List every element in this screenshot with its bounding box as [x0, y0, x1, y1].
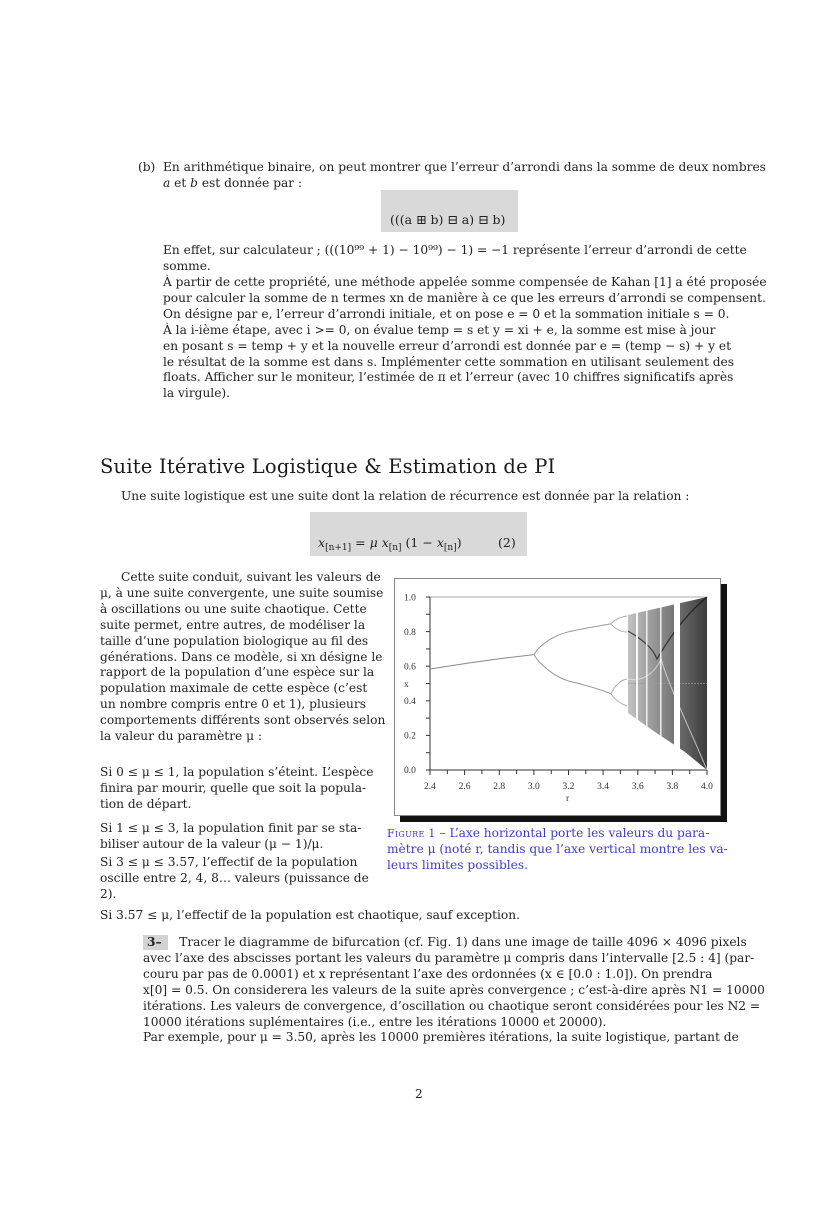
caption-line: mètre μ (noté r, tandis que l’axe vertical montre les va-	[387, 841, 728, 856]
caption-line	[387, 826, 739, 842]
section-title: Suite Itérative Logistique & Estimation de PI	[100, 455, 556, 478]
part-b-example-line1: En effet, sur calculateur ; (((10⁹⁹ + 1) − 10⁹⁹) − 1) = −1 représente l’erreur d’arrondi de cette	[163, 243, 747, 257]
formula-logistic: $x_{[n+1]} = \mu$ $x_{[n]}$ $(1 - x_{[n]})$	[318, 535, 462, 553]
case-line: Si 1 ≤ μ ≤ 3, la population finit par se sta-	[100, 821, 362, 835]
case-line: tion de départ.	[100, 796, 192, 811]
formula-kahan-error: (((a ⊞ b) ⊟ a) ⊟ b)	[390, 212, 506, 227]
exercise-number-badge: 3–	[143, 935, 168, 950]
kahan-line: en posant s = temp + y et la nouvelle erreur d’arrondi est donnée par e = (temp − s) + y et	[163, 338, 731, 353]
x-tick: 3.4	[597, 782, 609, 792]
page-number: 2	[415, 1087, 423, 1101]
case-oscillation	[100, 855, 373, 903]
caption-text: – L’axe horizontal porte les valeurs du para-	[435, 826, 710, 840]
exercise-text: Tracer le diagramme de bifurcation (cf. Fig. 1) dans une image de taille 4096 × 4096 pixels	[179, 935, 747, 949]
kahan-line: le résultat de la somme est dans s. Implémenter cette sommation en utilisant seulement des	[163, 354, 735, 369]
x-tick: 2.4	[424, 782, 436, 792]
kahan-line: On désigne par e, l’erreur d’arrondi initiale, et on pose e = 0 et la sommation initiale s = 0.	[163, 306, 730, 321]
case-chaotic: Si 3.57 ≤ μ, l’effectif de la population est chaotique, sauf exception.	[100, 908, 520, 922]
x-tick: 3.2	[562, 782, 575, 792]
desc-line: population maximale de cette espèce (c’est	[100, 681, 368, 696]
y-axis-label: x	[404, 680, 409, 690]
exercise-line	[143, 935, 747, 951]
bifurcation-chart	[395, 579, 720, 815]
part-b-label: (b)	[138, 160, 156, 174]
case-stable	[100, 821, 373, 853]
x-tick: 3.8	[666, 782, 679, 792]
desc-line: suite permet, entre autres, de modéliser la	[100, 617, 366, 632]
y-tick: 0.8	[404, 628, 416, 638]
exercise-line: x[0] = 0.5. On considerera les valeurs de la suite après convergence ; c’est-à-dire après N1 = 10000	[143, 982, 765, 997]
case-line: biliser autour de la valeur (μ − 1)/μ.	[100, 836, 324, 851]
exercise-line: couru par pas de 0.0001) et x représentant l’axe des ordonnées (x ∈ [0.0 : 1.0]). On prendra	[143, 966, 713, 981]
desc-line: μ, à une suite convergente, une suite soumise	[100, 585, 384, 600]
exercise-line: Par exemple, pour μ = 3.50, après les 10000 premières itérations, la suite logistique, partant de	[143, 1030, 739, 1045]
desc-line: la valeur du paramètre μ :	[100, 729, 263, 744]
kahan-line: pour calculer la somme de n termes xn de manière à ce que les erreurs d’arrondi se compensent.	[163, 290, 766, 305]
text: est donnée par :	[197, 176, 303, 190]
y-tick: 0.6	[404, 662, 416, 673]
y-tick: 1.0	[404, 593, 416, 604]
desc-line: taille d’une population biologique au fil des	[100, 633, 369, 648]
desc-line: rapport de la population d’une espèce sur la	[100, 665, 375, 680]
kahan-line: la virgule).	[163, 386, 231, 401]
case-line: finira par mourir, quelle que soit la popula-	[100, 780, 367, 795]
x-tick: 4.0	[701, 782, 713, 792]
kahan-line: À la i-ième étape, avec i >= 0, on évalue temp = s et y = xi + e, la somme est mise à jour	[163, 322, 716, 337]
logistic-description	[100, 570, 386, 745]
var-a: a	[163, 176, 171, 190]
x-tick: 3.6	[631, 782, 644, 792]
desc-line: Cette suite conduit, suivant les valeurs de	[121, 570, 381, 584]
y-tick: 0.4	[404, 697, 416, 707]
desc-line: un nombre compris entre 0 et 1), plusieurs	[100, 697, 366, 712]
x-tick: 2.6	[458, 782, 471, 792]
x-tick: 2.8	[493, 782, 506, 792]
caption-line: leurs limites possibles.	[387, 857, 528, 872]
exercise-line: itérations. Les valeurs de convergence, d’oscillation ou chaotique seront considérées pour les N2 =	[143, 998, 761, 1013]
part-b-intro-line1: En arithmétique binaire, on peut montrer que l’erreur d’arrondi dans la somme de deux nombres	[163, 160, 766, 174]
case-line: 2).	[100, 886, 117, 901]
x-axis-label: r	[566, 794, 570, 804]
y-tick: 0.2	[404, 731, 416, 742]
case-line: Si 0 ≤ μ ≤ 1, la population s’éteint. L’espèce	[100, 765, 374, 779]
section-intro: Une suite logistique est une suite dont la relation de récurrence est donnée par la relation :	[121, 489, 690, 503]
kahan-paragraph	[163, 275, 767, 402]
part-b-intro-line2	[163, 176, 302, 192]
exercise-3	[143, 935, 765, 1046]
part-b-example-line2: somme.	[163, 259, 211, 273]
desc-line: à oscillations ou une suite chaotique. Cette	[100, 601, 367, 616]
desc-line: comportements différents sont observés selon	[100, 713, 386, 728]
desc-line: générations. Dans ce modèle, si xn désigne le	[100, 649, 383, 664]
exercise-line: 10000 itérations suplémentaires (i.e., entre les itérations 10000 et 20000).	[143, 1014, 607, 1029]
caption-label: Figure 1	[387, 827, 436, 840]
exercise-line: avec l’axe des abscisses portant les valeurs du paramètre μ compris dans l’intervalle [2.5 : 4] (par-	[143, 950, 755, 965]
var-b: b	[190, 176, 198, 190]
text: et	[170, 176, 191, 190]
kahan-line: À partir de cette propriété, une méthode appelée somme compensée de Kahan [1] a été proposée	[163, 275, 767, 289]
kahan-line: floats. Afficher sur le moniteur, l’estimée de π et l’erreur (avec 10 chiffres significatifs après	[163, 370, 734, 385]
equation-number: (2)	[498, 535, 516, 550]
figure-caption	[387, 826, 739, 874]
case-line: Si 3 ≤ μ ≤ 3.57, l’effectif de la population	[100, 855, 358, 869]
x-tick: 3.0	[527, 782, 540, 792]
case-extinction	[100, 765, 373, 813]
case-line: oscille entre 2, 4, 8… valeurs (puissance de	[100, 870, 369, 885]
y-tick: 0.0	[404, 766, 416, 776]
